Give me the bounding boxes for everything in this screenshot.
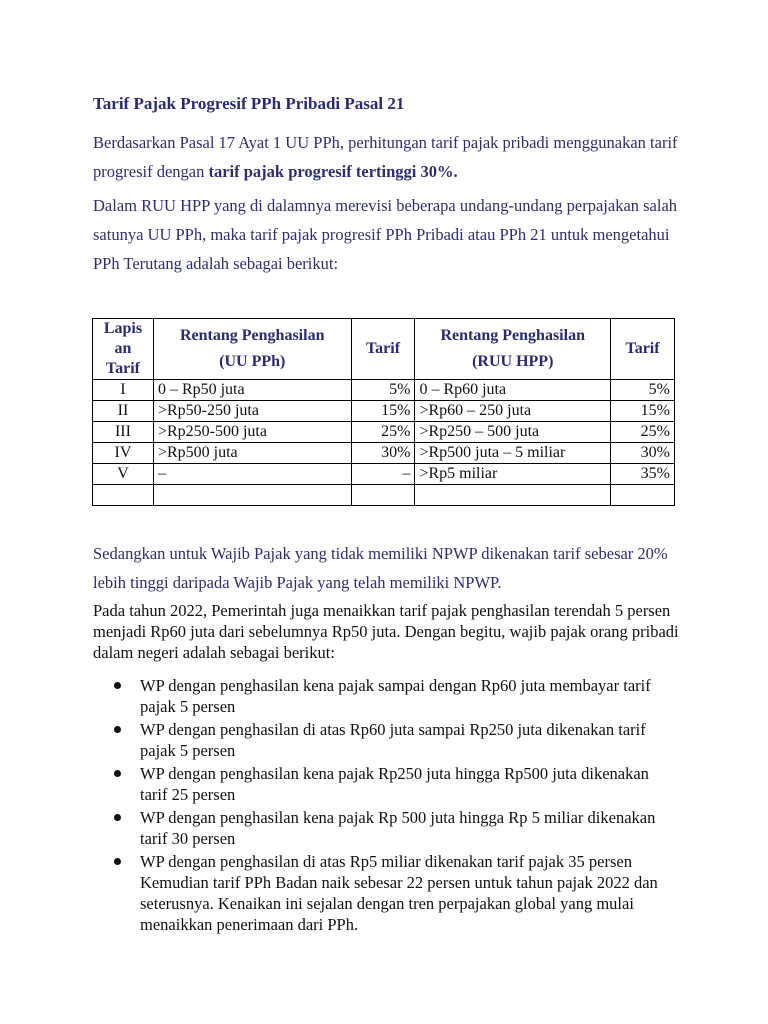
header-range-ruu: Rentang Penghasilan (RUU HPP) (415, 319, 611, 380)
cell-tarif-ruu (611, 485, 675, 506)
cell-range-ruu: 0 – Rp60 juta (415, 380, 611, 401)
cell-tarif-uu: – (351, 464, 415, 485)
table-row (93, 401, 675, 422)
table-row (93, 464, 675, 485)
table-row (93, 380, 675, 401)
cell-tarif-uu (351, 485, 415, 506)
cell-lapisan: IV (93, 443, 154, 464)
bullet-icon (114, 814, 121, 821)
npwp-paragraph: Sedangkan untuk Wajib Pajak yang tidak memiliki NPWP dikenakan tarif sebesar 20% lebih tinggi daripada Wajib Pajak yang telah memiliki NPWP. (93, 544, 668, 592)
list-item-text: WP dengan penghasilan kena pajak Rp 500 juta hingga Rp 5 miliar dikenakan tarif 30 persen (140, 808, 656, 848)
cell-lapisan: I (93, 380, 154, 401)
cell-range-ruu: >Rp500 juta – 5 miliar (415, 443, 611, 464)
cell-lapisan: III (93, 422, 154, 443)
bullet-icon (114, 770, 121, 777)
cell-range-ruu: >Rp5 miliar (415, 464, 611, 485)
cell-tarif-uu: 30% (351, 443, 415, 464)
cell-range-ruu: >Rp60 – 250 juta (415, 401, 611, 422)
bullet-icon (114, 682, 121, 689)
year-2022-paragraph: Pada tahun 2022, Pemerintah juga menaikkan tarif pajak penghasilan terendah 5 persen menjadi Rp60 juta dari sebelumnya Rp50 juta. Dengan begitu, wajib pajak orang pribadi dalam negeri adalah sebagai berikut: (93, 601, 679, 662)
cell-range-uu: >Rp50-250 juta (153, 401, 351, 422)
cell-tarif-uu: 25% (351, 422, 415, 443)
list-item (108, 675, 678, 717)
list-item (108, 763, 678, 805)
cell-tarif-ruu: 35% (611, 464, 675, 485)
cell-range-uu: 0 – Rp50 juta (153, 380, 351, 401)
ruu-hpp-paragraph: Dalam RUU HPP yang di dalamnya merevisi beberapa undang-undang perpajakan salah satunya UU PPh, maka tarif pajak progresif PPh Pribadi atau PPh 21 untuk mengetahui PPh Terutang adalah sebagai berikut: (93, 196, 678, 273)
table-row-empty (93, 485, 675, 506)
list-item (108, 851, 678, 935)
bullet-icon (114, 858, 121, 865)
cell-range-uu: >Rp250-500 juta (153, 422, 351, 443)
cell-range-ruu: >Rp250 – 500 juta (415, 422, 611, 443)
bullet-icon (114, 726, 121, 733)
intro-text: Berdasarkan Pasal 17 Ayat 1 UU PPh, perhitungan tarif pajak pribadi menggunakan tarif progresif dengan (93, 133, 678, 181)
list-item-text: WP dengan penghasilan kena pajak sampai dengan Rp60 juta membayar tarif pajak 5 persen (140, 676, 651, 716)
list-item (108, 807, 678, 849)
list-item-text: WP dengan penghasilan di atas Rp60 juta sampai Rp250 juta dikenakan tarif pajak 5 persen (140, 720, 646, 760)
header-range-uu: Rentang Penghasilan (UU PPh) (153, 319, 351, 380)
table-header-row (93, 319, 675, 380)
cell-range-uu (153, 485, 351, 506)
cell-tarif-uu: 5% (351, 380, 415, 401)
header-tarif-ruu: Tarif (611, 319, 675, 380)
cell-tarif-ruu: 25% (611, 422, 675, 443)
list-item-text: WP dengan penghasilan kena pajak Rp250 juta hingga Rp500 juta dikenakan tarif 25 persen (140, 764, 649, 804)
cell-lapisan: V (93, 464, 154, 485)
table-row (93, 443, 675, 464)
cell-tarif-uu: 15% (351, 401, 415, 422)
cell-tarif-ruu: 5% (611, 380, 675, 401)
cell-tarif-ruu: 30% (611, 443, 675, 464)
cell-lapisan: II (93, 401, 154, 422)
intro-paragraph (93, 128, 693, 186)
list-item-text: WP dengan penghasilan di atas Rp5 miliar dikenakan tarif pajak 35 persen Kemudian tarif PPh Badan naik sebesar 22 persen untuk tahun pajak 2022 dan seterusnya. Kenaikan ini sejalan dengan tren perpajakan global yang mulai menaikkan penerimaan dari PPh. (140, 852, 658, 934)
document-title: Tarif Pajak Progresif PPh Pribadi Pasal 21 (93, 94, 405, 113)
cell-range-ruu (415, 485, 611, 506)
intro-bold-text: tarif pajak progresif tertinggi 30%. (208, 162, 458, 181)
cell-range-uu: – (153, 464, 351, 485)
cell-lapisan (93, 485, 154, 506)
header-tarif-uu: Tarif (351, 319, 415, 380)
taxpayer-list (108, 675, 678, 937)
tax-rate-table (92, 318, 675, 506)
cell-range-uu: >Rp500 juta (153, 443, 351, 464)
header-lapisan: Lapis an Tarif (93, 319, 154, 380)
list-item (108, 719, 678, 761)
table-row (93, 422, 675, 443)
cell-tarif-ruu: 15% (611, 401, 675, 422)
